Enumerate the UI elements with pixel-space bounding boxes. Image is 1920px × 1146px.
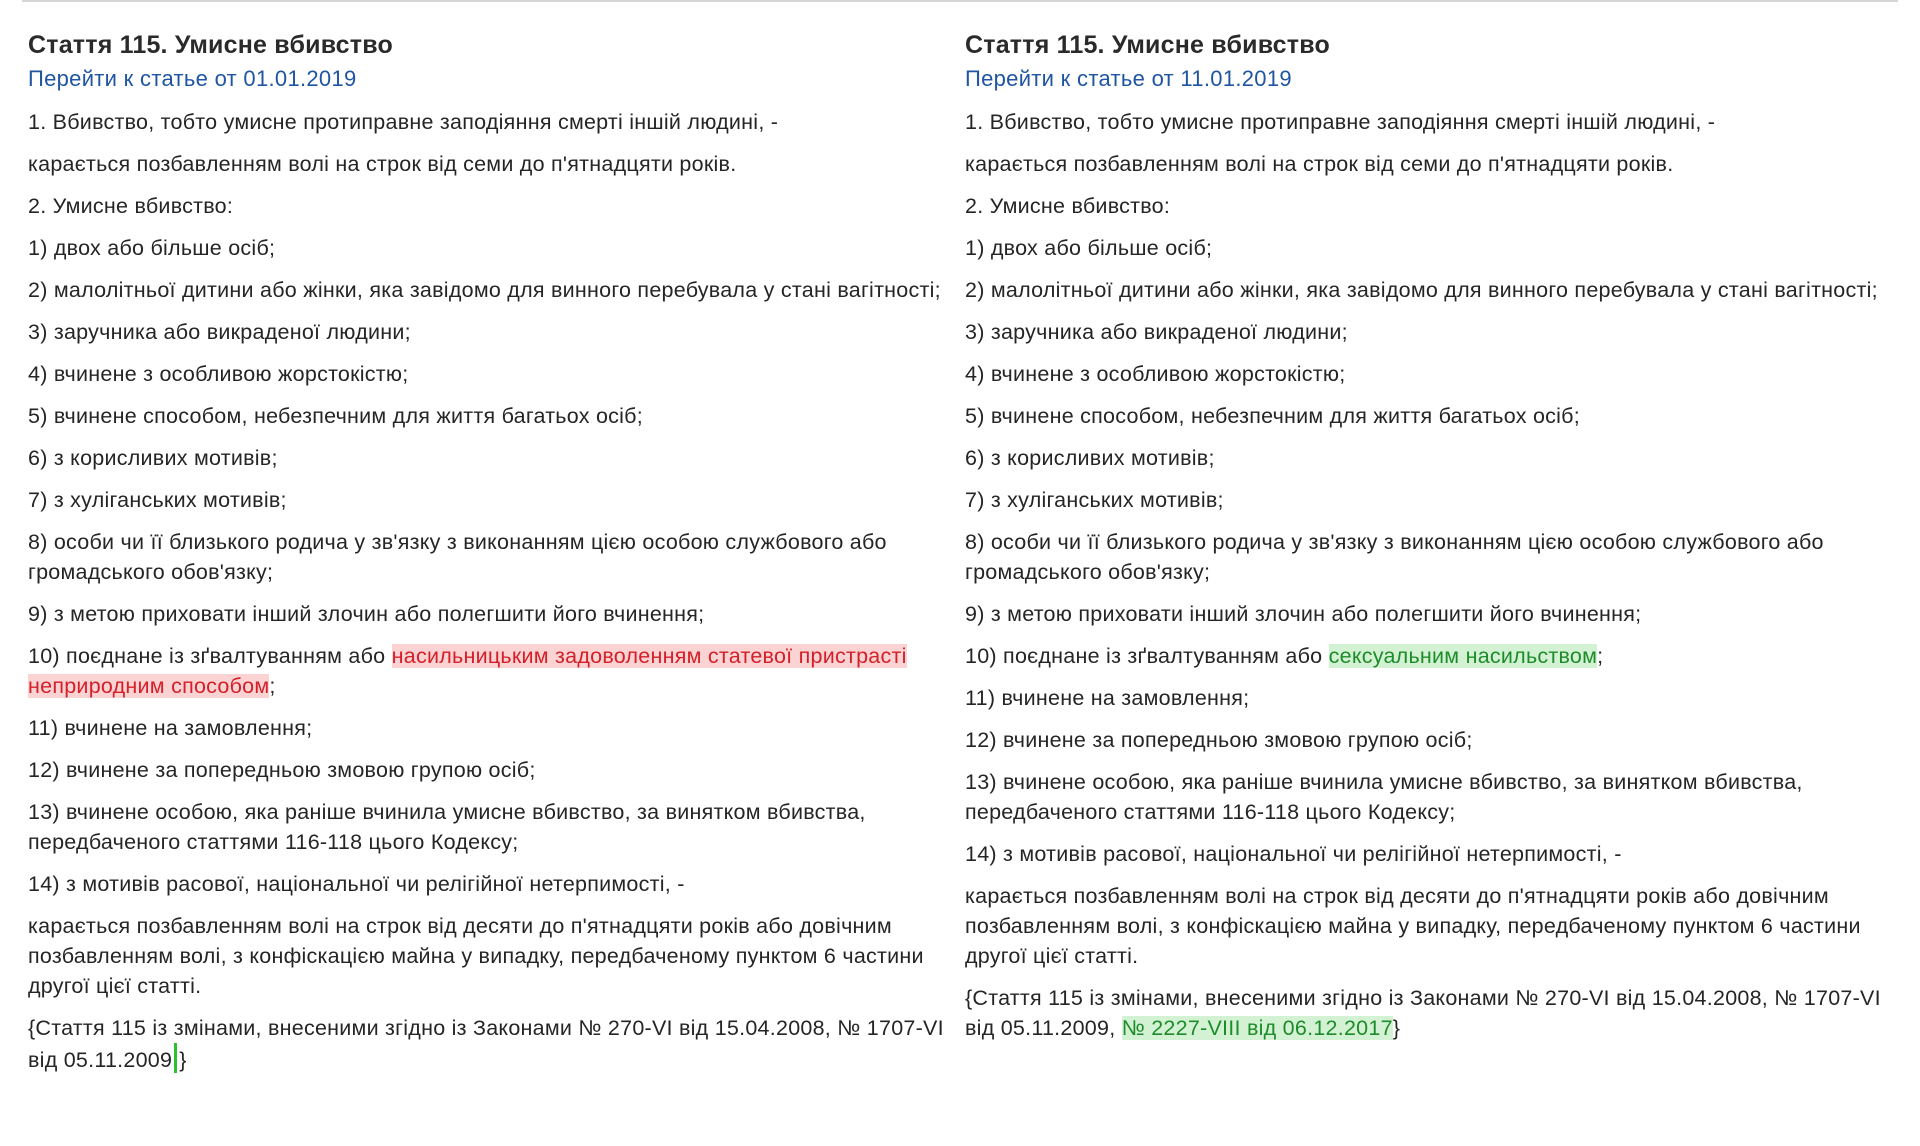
paragraph: карається позбавленням волі на строк від семи до п'ятнадцяти років. xyxy=(965,152,1674,176)
goto-version-link[interactable]: Перейти к статье от 01.01.2019 xyxy=(28,66,357,91)
list-item: 4) вчинене з особливою жорстокістю; xyxy=(965,362,1346,386)
text-unchanged: ; xyxy=(1597,644,1604,668)
list-item: 12) вчинене за попередньою змовою групою осіб; xyxy=(965,728,1473,752)
list-item: 2) малолітньої дитини або жінки, яка завідомо для винного перебувала у стані вагітності; xyxy=(28,278,941,302)
amendment-note-end: } xyxy=(1392,1016,1401,1040)
penalty-paragraph: карається позбавленням волі на строк від десяти до п'ятнадцяти років або довічним позбавленням волі, з конфіскацією майна у випадку, передбаченому пунктом 6 частини другої цієї статті. xyxy=(965,884,1861,968)
list-item: 3) заручника або викраденої людини; xyxy=(28,320,411,344)
list-item: 6) з корисливих мотивів; xyxy=(965,446,1215,470)
list-item: 1) двох або більше осіб; xyxy=(965,236,1213,260)
list-item-changed xyxy=(28,641,963,701)
list-item: 11) вчинене на замовлення; xyxy=(28,716,313,740)
list-item: 4) вчинене з особливою жорстокістю; xyxy=(28,362,409,386)
list-item: 9) з метою приховати інший злочин або полегшити його вчинення; xyxy=(965,602,1642,626)
list-item: 8) особи чи її близького родича у зв'язку з виконанням цією особою службового або громадського обов'язку; xyxy=(965,530,1824,584)
text-unchanged: ; xyxy=(269,674,276,698)
text-unchanged: 10) поєднане із зґвалтуванням або xyxy=(965,644,1329,668)
list-item: 5) вчинене способом, небезпечним для життя багатьох осіб; xyxy=(28,404,643,428)
top-divider xyxy=(22,0,1898,2)
text-unchanged: 10) поєднане із зґвалтуванням або xyxy=(28,644,392,668)
list-item-changed xyxy=(965,641,1900,671)
list-item: 7) з хуліганських мотивів; xyxy=(965,488,1224,512)
article-version-new xyxy=(965,26,1900,1055)
list-item: 3) заручника або викраденої людини; xyxy=(965,320,1348,344)
paragraph: 1. Вбивство, тобто умисне протиправне заподіяння смерті іншій людині, - xyxy=(28,110,779,134)
list-item: 13) вчинене особою, яка раніше вчинила умисне вбивство, за винятком вбивства, передбаченого статтями 116-118 цього Кодексу; xyxy=(28,800,866,854)
amendment-note-text: {Стаття 115 із змінами, внесеними згідно із Законами № 270-VI від 15.04.2008, № 1707-VI від 05.11.2009, xyxy=(965,986,1881,1040)
list-item: 6) з корисливих мотивів; xyxy=(28,446,278,470)
amendment-note-end: } xyxy=(179,1048,187,1072)
amendment-note-text: {Стаття 115 із змінами, внесеними згідно із Законами № 270-VI від 15.04.2008, № 1707-VI від 05.11.2009 xyxy=(28,1016,944,1072)
list-item: 1) двох або більше осіб; xyxy=(28,236,276,260)
paragraph: 1. Вбивство, тобто умисне протиправне заподіяння смерті іншій людині, - xyxy=(965,110,1716,134)
inserted-text: сексуальним насильством xyxy=(1328,644,1598,668)
list-item: 2) малолітньої дитини або жінки, яка завідомо для винного перебувала у стані вагітності; xyxy=(965,278,1878,302)
article-title: Стаття 115. Умисне вбивство xyxy=(965,31,1330,59)
deleted-text: насильницьким задоволенням статевої пристрасті неприродним способом xyxy=(28,644,907,698)
article-version-old xyxy=(28,26,963,1087)
list-item: 13) вчинене особою, яка раніше вчинила умисне вбивство, за винятком вбивства, передбаченого статтями 116-118 цього Кодексу; xyxy=(965,770,1803,824)
amendment-note xyxy=(965,983,1900,1043)
insertion-marker xyxy=(174,1043,177,1073)
inserted-text: № 2227-VIII від 06.12.2017 xyxy=(1121,1016,1393,1040)
list-item: 5) вчинене способом, небезпечним для життя багатьох осіб; xyxy=(965,404,1580,428)
list-item: 11) вчинене на замовлення; xyxy=(965,686,1250,710)
goto-version-link[interactable]: Перейти к статье от 11.01.2019 xyxy=(965,66,1292,91)
article-title: Стаття 115. Умисне вбивство xyxy=(28,31,393,59)
paragraph: 2. Умисне вбивство: xyxy=(28,194,234,218)
list-item: 14) з мотивів расової, національної чи релігійної нетерпимості, - xyxy=(28,872,685,896)
penalty-paragraph: карається позбавленням волі на строк від десяти до п'ятнадцяти років або довічним позбавленням волі, з конфіскацією майна у випадку, передбаченому пунктом 6 частини другої цієї статті. xyxy=(28,914,924,998)
amendment-note xyxy=(28,1013,963,1075)
list-item: 8) особи чи її близького родича у зв'язку з виконанням цією особою службового або громадського обов'язку; xyxy=(28,530,887,584)
list-item: 14) з мотивів расової, національної чи релігійної нетерпимості, - xyxy=(965,842,1622,866)
list-item: 9) з метою приховати інший злочин або полегшити його вчинення; xyxy=(28,602,705,626)
list-item: 7) з хуліганських мотивів; xyxy=(28,488,287,512)
paragraph: карається позбавленням волі на строк від семи до п'ятнадцяти років. xyxy=(28,152,737,176)
paragraph: 2. Умисне вбивство: xyxy=(965,194,1171,218)
list-item: 12) вчинене за попередньою змовою групою осіб; xyxy=(28,758,536,782)
